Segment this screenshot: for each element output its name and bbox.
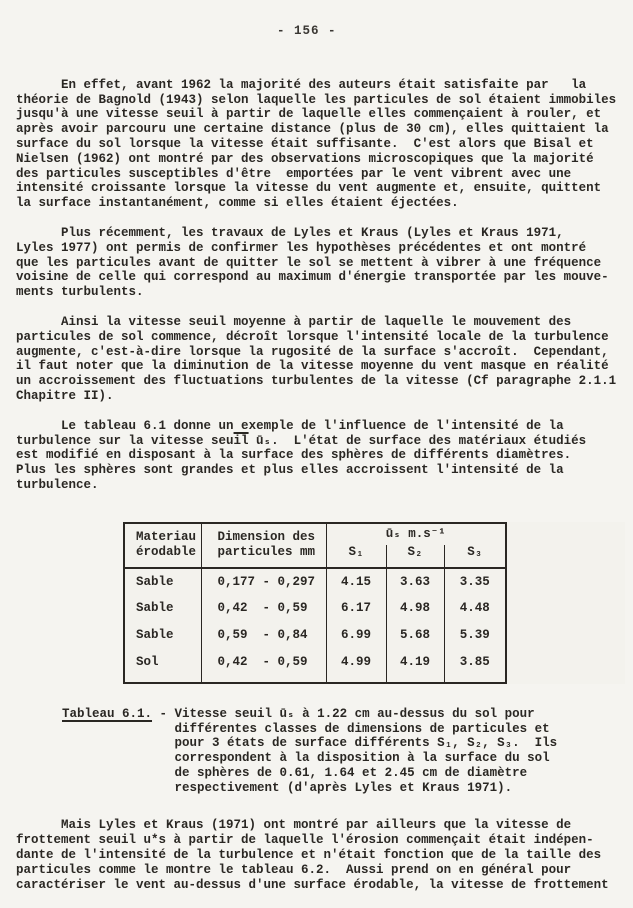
page-number: - 156 - bbox=[277, 24, 337, 38]
text-line: un accroissement des fluctuations turbulentes de la vitesse (Cf paragraphe 2.1.1 bbox=[16, 374, 617, 389]
text-segment: Le tableau 6.1 donne un bbox=[16, 418, 234, 433]
header-text: érodable bbox=[136, 545, 197, 560]
text-line: intensité croissante lorsque la vitesse du vent augmente et, ensuite, quittent bbox=[16, 181, 602, 196]
header-s2: S₂ bbox=[386, 545, 444, 568]
cell-dimension: 0,59 - 0,84 bbox=[201, 622, 326, 649]
text-line: Mais Lyles et Kraus (1971) ont montré par ailleurs que la vitesse de bbox=[16, 818, 572, 833]
caption-line: de sphères de 0.61, 1.64 et 2.45 cm de diamètre bbox=[174, 765, 528, 780]
text-line: des particules susceptibles d'être emportées par le vent vibrent avec une bbox=[16, 166, 572, 181]
text-line: augmente, c'est-à-dire lorsque la rugosité de la surface s'accroît. Cependant, bbox=[16, 344, 609, 359]
table-6-1 bbox=[123, 522, 507, 684]
table-row bbox=[124, 622, 506, 649]
text-line: particules comme le montre le tableau 6.2. Aussi prend on en général pour bbox=[16, 862, 572, 877]
text-line: Ainsi la vitesse seuil moyenne à partir de laquelle le mouvement des bbox=[16, 314, 572, 329]
header-materiau bbox=[124, 523, 201, 568]
cell-s3: 3.85 bbox=[444, 649, 506, 683]
text-line: turbulence sur la vitesse seuil ūₛ. L'état de surface des matériaux étudiés bbox=[16, 433, 587, 448]
cell-s2: 3.63 bbox=[386, 568, 444, 596]
text-line: frottement seuil u*s à partir de laquelle l'érosion commençait était indépen- bbox=[16, 833, 594, 848]
paragraph-4-rest bbox=[16, 434, 625, 493]
cell-s2: 5.68 bbox=[386, 622, 444, 649]
header-dimension bbox=[201, 523, 326, 568]
text-line bbox=[16, 419, 625, 434]
text-line: caractériser le vent au-dessus d'une surface érodable, la vitesse de frottement bbox=[16, 877, 609, 892]
text-line: la surface instantanément, comme si elles étaient éjectées. bbox=[16, 196, 459, 211]
text-line: ments turbulents. bbox=[16, 285, 144, 300]
underlined-word: e bbox=[233, 418, 249, 433]
header-us-unit: ūₛ m.s⁻¹ bbox=[385, 526, 446, 541]
table-row bbox=[124, 649, 506, 683]
header-s3: S₃ bbox=[444, 545, 506, 568]
cell-materiau: Sable bbox=[124, 622, 201, 649]
table-row bbox=[124, 595, 506, 622]
caption-line: respectivement (d'après Lyles et Kraus 1971). bbox=[174, 780, 513, 795]
header-s1: S₁ bbox=[326, 545, 386, 568]
header-text: Materiau bbox=[136, 530, 197, 545]
caption-line: correspondent à la disposition à la surface du sol bbox=[174, 751, 550, 766]
paragraph-1 bbox=[16, 78, 625, 211]
cell-materiau: Sable bbox=[124, 595, 201, 622]
text-line: particules de sol commence, décroît lorsque l'intensité locale de la turbulence bbox=[16, 329, 609, 344]
caption-line: Vitesse seuil ūₛ à 1.22 cm au-dessus du sol pour bbox=[174, 706, 535, 721]
text-line: jusqu'à une vitesse seuil à partir de laquelle elles commençaient à rouler, et bbox=[16, 107, 602, 122]
table-body bbox=[124, 568, 506, 683]
text-line: voisine de celle qui correspond au maximum d'énergie transportée par les mouve- bbox=[16, 270, 609, 285]
cell-s3: 3.35 bbox=[444, 568, 506, 596]
cell-dimension: 0,42 - 0,59 bbox=[201, 595, 326, 622]
paragraph-3 bbox=[16, 315, 625, 404]
text-line: théorie de Bagnold (1943) selon laquelle les particules de sol étaient immobiles bbox=[16, 92, 617, 107]
table-row bbox=[124, 568, 506, 596]
cell-s1: 6.17 bbox=[340, 601, 371, 616]
paragraph-2 bbox=[16, 226, 625, 300]
table-container bbox=[123, 522, 625, 684]
header-text: particules mm bbox=[217, 545, 316, 560]
cell-s3: 4.48 bbox=[444, 595, 506, 622]
text-line: après avoir parcouru une certaine distance (plus de 30 cm), elles quittaient la bbox=[16, 122, 609, 137]
caption-lines bbox=[175, 707, 558, 796]
text-segment: xemple de l'influence de l'intensité de la bbox=[248, 418, 564, 433]
text-line: En effet, avant 1962 la majorité des auteurs était satisfaite par la bbox=[16, 77, 587, 92]
text-line: Plus les sphères sont grandes et plus elles accroissent l'intensité de la bbox=[16, 463, 564, 478]
caption-separator: - bbox=[152, 706, 175, 721]
header-text: Dimension des bbox=[217, 530, 316, 545]
cell-s2: 4.19 bbox=[386, 649, 444, 683]
text-line: surface du sol lorsque la vitesse était suffisante. C'est alors que Bisal et bbox=[16, 136, 594, 151]
paragraph-4 bbox=[16, 419, 625, 493]
cell-s3: 5.39 bbox=[444, 622, 506, 649]
table-caption bbox=[62, 707, 625, 796]
cell-dimension: 0,42 - 0,59 bbox=[201, 649, 326, 683]
cell-s1: 4.15 bbox=[340, 574, 371, 589]
cell-dimension: 0,177 - 0,297 bbox=[201, 568, 326, 596]
text-line: dante de l'intensité de la turbulence et n'était fonction que de la taille des bbox=[16, 848, 602, 863]
table-header bbox=[124, 523, 506, 568]
paragraph-5 bbox=[16, 818, 625, 892]
text-line: Chapitre II). bbox=[16, 388, 114, 403]
caption-label: Tableau 6.1. bbox=[62, 706, 153, 721]
cell-materiau: Sol bbox=[124, 649, 201, 683]
caption-line: différentes classes de dimensions de particules et bbox=[174, 721, 550, 736]
cell-s2: 4.98 bbox=[386, 595, 444, 622]
text-line: Nielsen (1962) ont montré par des observations microscopiques que la majorité bbox=[16, 151, 594, 166]
cell-materiau: Sable bbox=[124, 568, 201, 596]
cell-s1: 6.99 bbox=[340, 628, 371, 643]
text-line: est modifié en disposant à la surface des sphères de différents diamètres. bbox=[16, 448, 572, 463]
text-line: Plus récemment, les travaux de Lyles et Kraus (Lyles et Kraus 1971, bbox=[16, 225, 564, 240]
text-line: Lyles 1977) ont permis de confirmer les hypothèses précédentes et ont montré bbox=[16, 240, 587, 255]
text-line: il faut noter que la diminution de la vitesse moyenne du vent masque en réalité bbox=[16, 359, 609, 374]
text-line: turbulence. bbox=[16, 477, 99, 492]
text-line: que les particules avant de quitter le sol se mettent à vibrer à une fréquence bbox=[16, 255, 602, 270]
caption-line: pour 3 états de surface différents S₁, S₂, S₃. Ils bbox=[174, 736, 558, 751]
cell-s1: 4.99 bbox=[340, 654, 371, 669]
